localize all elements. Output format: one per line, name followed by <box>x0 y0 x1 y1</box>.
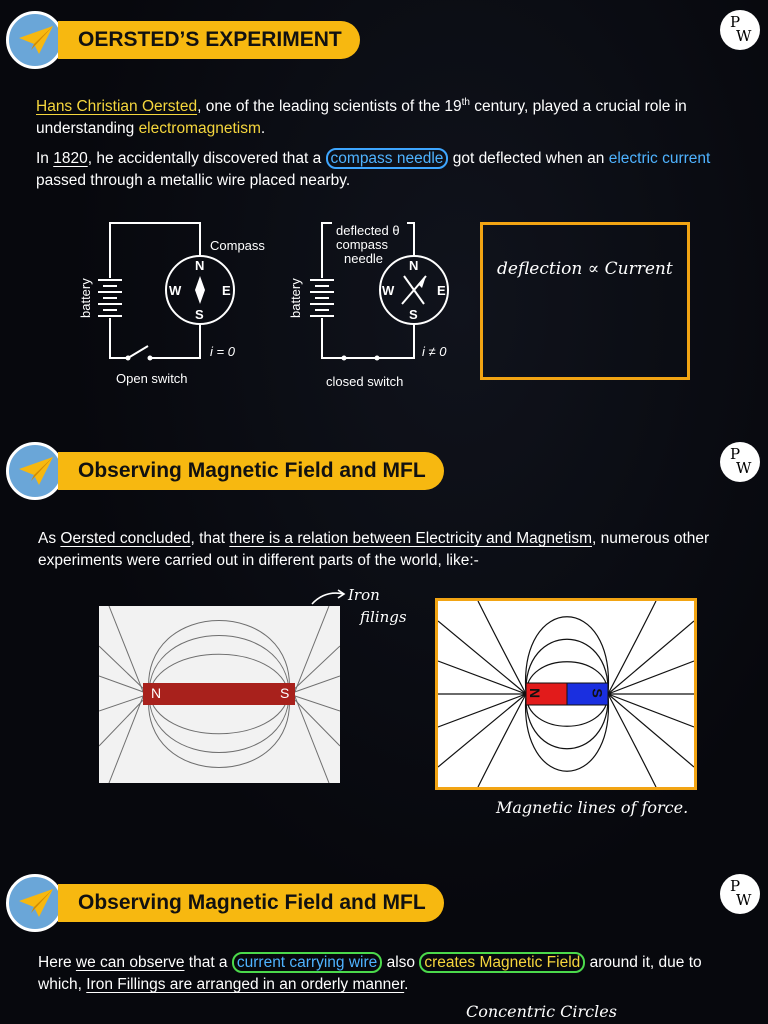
svg-text:E: E <box>222 283 231 298</box>
svg-text:W: W <box>382 283 395 298</box>
svg-text:N: N <box>195 258 205 273</box>
section-title: Observing Magnetic Field and MFL <box>58 884 444 922</box>
pw-logo-icon: P W <box>720 10 760 50</box>
paper-plane-logo-icon <box>6 442 64 500</box>
electric-current-highlight: electric current <box>608 150 711 167</box>
iron-filings-arrow-icon <box>310 588 350 608</box>
open-switch-diagram <box>70 218 270 393</box>
mfl-caption: Magnetic lines of force. <box>496 798 689 817</box>
oersted-name: Hans Christian Oersted <box>36 98 198 116</box>
note-box <box>480 222 690 380</box>
iron-label: Iron <box>348 586 380 604</box>
mfl-s-label: S <box>589 688 606 698</box>
svg-text:N: N <box>409 258 419 273</box>
pw-logo-icon: P W <box>720 442 760 482</box>
section-oersted <box>0 0 768 420</box>
magnetic-lines-panel <box>435 598 697 790</box>
closed-switch-diagram <box>282 218 482 393</box>
pw-logo-icon: P W <box>720 874 760 914</box>
concentric-circles-note: Concentric Circles <box>466 1002 617 1021</box>
discovery-paragraph: In 1820, he accidentally discovered that a compass needle got deflected when an electric current passed through a metallic wire placed nearby. <box>36 150 711 189</box>
section-title: OERSTED’S EXPERIMENT <box>58 21 360 59</box>
battery-label: battery <box>78 278 93 318</box>
electromagnetism-highlight: electromagnetism <box>138 120 261 138</box>
svg-text:E: E <box>437 283 446 298</box>
wire-paragraph: Here we can observe that a current carrying wire also creates Magnetic Field around it, due to which, Iron Fillings are arranged in an orderly manner. <box>38 954 702 993</box>
section-current-wire <box>0 862 768 1024</box>
svg-text:S: S <box>409 307 418 322</box>
magnet-n-label: N <box>151 685 162 701</box>
svg-text:W: W <box>169 283 182 298</box>
mfl-n-label: N <box>527 687 544 699</box>
iron-filings-image <box>99 606 340 783</box>
svg-text:needle: needle <box>344 251 384 266</box>
paper-plane-logo-icon <box>6 874 64 932</box>
open-switch-label: Open switch <box>116 371 188 386</box>
deflection-note: deflection ∝ Current <box>497 259 673 279</box>
year-1820: 1820 <box>53 150 88 167</box>
section-title: Observing Magnetic Field and MFL <box>58 452 444 490</box>
intro-paragraph: Hans Christian Oersted, one of the leading scientists of the 19th century, played a crucial role in understanding electromagnetism. <box>36 97 687 138</box>
battery-label-2: battery <box>288 278 303 318</box>
closed-switch-label: closed switch <box>326 374 404 389</box>
section-magnetic-field <box>0 430 768 850</box>
paper-plane-logo-icon <box>6 11 64 69</box>
filings-label: filings <box>360 608 407 626</box>
relation-paragraph: As Oersted concluded, that there is a relation between Electricity and Magnetism, numerous other experiments were carried out in different parts of the world, like:- <box>38 530 710 569</box>
deflected-label: deflected θ <box>336 223 400 238</box>
current-zero-note: i = 0 <box>210 344 235 359</box>
svg-text:S: S <box>195 307 204 322</box>
compass-needle-highlight: compass needle <box>326 148 449 169</box>
svg-text:compass: compass <box>336 237 389 252</box>
current-nonzero-note: i ≠ 0 <box>422 344 447 359</box>
compass-label: Compass <box>210 238 265 253</box>
magnet-s-label: S <box>280 685 290 701</box>
